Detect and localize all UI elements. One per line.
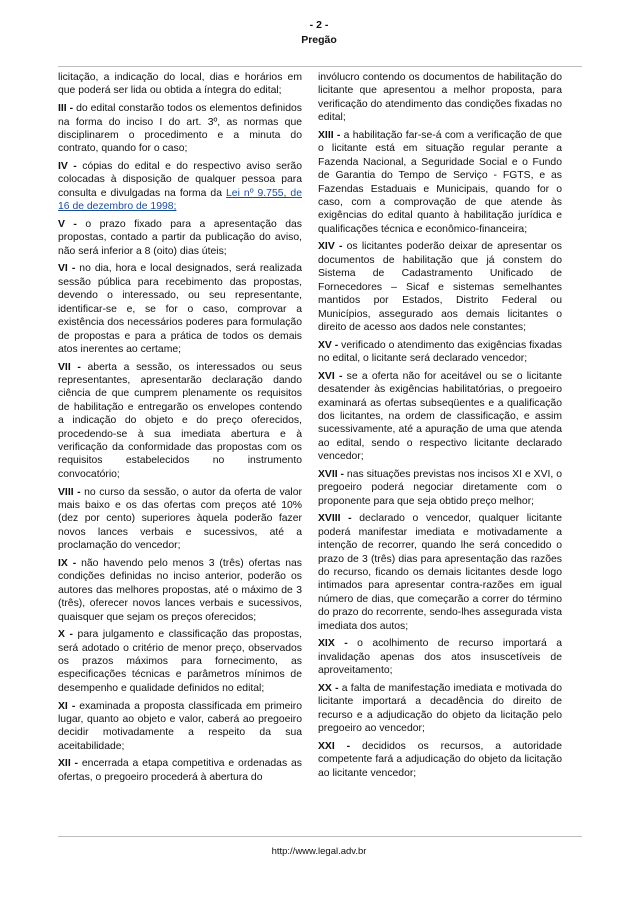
item-number: IX - (58, 557, 77, 569)
page-number: - 2 - (309, 19, 329, 31)
paragraph-x: X - para julgamento e classificação das propostas, será adotado o critério de menor preço, observados os prazos máximos para fornecimento, as especificações técnicas e parâmetros mínimos de desempenho e qualidade definidos no edital; (58, 629, 302, 694)
page-title: Pregão (301, 34, 337, 46)
paragraph-iii: III - do edital constarão todos os elementos definidos na forma do inciso I do art. 3º, as normas que disciplinarem o procedimento e a minuta do contrato, quando for o caso; (58, 103, 302, 155)
paragraph-xiv: XIV - os licitantes poderão deixar de apresentar os documentos de habilitação que já constem do Sistema de Cadastramento Unificado de Fornecedores – Sicaf e sistemas semelhantes mantidos por Estados, Distrito Federal ou Municípios, assegurado aos demais licitantes o direito de acesso aos dados nele constantes; (318, 241, 562, 333)
item-number: X - (58, 629, 73, 641)
paragraph-vi: VI - no dia, hora e local designados, será realizada sessão pública para recebimento das propostas, devendo o interessado, ou seu representante, identificar-se e, se for o caso, comprovar a existência dos necessários poderes para formulação de propostas e para a prática de todos os demais atos inerentes ao certame; (58, 263, 302, 355)
item-number: XI - (58, 700, 76, 712)
paragraph-xvii: XVII - nas situações previstas nos incisos XI e XVI, o pregoeiro poderá negociar diretamente com o proponente para que seja obtido preço melhor; (318, 468, 563, 507)
left-column (58, 71, 302, 789)
paragraph-xix: XIX - o acolhimento de recurso importará a invalidação apenas dos atos insuscetíveis de aproveitamento; (318, 638, 562, 677)
item-number: XXI - (318, 740, 351, 752)
item-number: XVI - (318, 370, 343, 382)
footer-divider (58, 836, 582, 837)
item-number: III - (58, 103, 74, 115)
paragraph-xxi: XXI - decididos os recursos, a autoridade competente fará a adjudicação do objeto da licitação ao licitante vencedor; (318, 740, 562, 779)
paragraph-xv: XV - verificado o atendimento das exigências fixadas no edital, o licitante será declarado vencedor; (318, 339, 562, 365)
right-column (318, 71, 562, 784)
item-number: IV - (58, 161, 77, 173)
paragraph-xvi: XVI - se a oferta não for aceitável ou se o licitante desatender às exigências habilitatórias, o pregoeiro examinará as ofertas subseqüentes e a qualificação dos licitantes, na ordem de classificação, e assim sucessivamente, até a apuração de uma que atenda ao edital, sendo o respectivo licitante declarado vencedor; (318, 370, 562, 463)
paragraph-xi: XI - examinada a proposta classificada em primeiro lugar, quanto ao objeto e valor, caberá ao pregoeiro decidir motivadamente a respeito da sua aceitabilidade; (58, 700, 302, 752)
item-number: XV - (318, 339, 339, 351)
item-number: XVIII - (318, 513, 352, 525)
item-number: XX - (318, 682, 339, 694)
law-link[interactable]: Lei nº 9.755, de 16 de dezembro de 1998; (58, 187, 302, 213)
item-number: VIII - (58, 486, 81, 498)
item-number: V - (58, 218, 77, 230)
paragraph-xiii: XIII - a habilitação far-se-á com a verificação de que o licitante está em situação regular perante a Fazenda Nacional, a Seguridade Social e o Fundo de Garantia do Tempo de Serviço - FGTS, e as Fazendas Estaduais e Municipais, quando for o caso, com a comprovação de que atende às exigências do edital quanto à habilitação jurídica e qualificações técnica e econômico-financeira; (318, 129, 562, 235)
paragraph-v: V - o prazo fixado para a apresentação das propostas, contado a partir da publicação do aviso, não será inferior a 8 (oito) dias úteis; (58, 218, 302, 257)
paragraph-ix: IX - não havendo pelo menos 3 (três) ofertas nas condições definidas no inciso anterior, poderão os autores das melhores propostas, até o máximo de 3 (três), oferecer novos lances verbais e sucessivos, quaisquer que sejam os preços oferecidos; (58, 557, 302, 623)
item-number: VI - (58, 263, 76, 275)
page-footer (0, 846, 638, 858)
paragraph-continuation: licitação, a indicação do local, dias e horários em que poderá ser lida ou obtida a íntegra do edital; (58, 72, 302, 97)
paragraph-continuation: invólucro contendo os documentos de habilitação do licitante que apresentou a melhor proposta, para verificação do atendimento das condições fixadas no edital; (318, 72, 562, 124)
item-number: XVII - (318, 468, 345, 480)
item-number: XIV - (318, 241, 343, 253)
item-number: XII - (58, 758, 79, 770)
paragraph-xx: XX - a falta de manifestação imediata e motivada do licitante importará a decadência do direito de recurso e a adjudicação do objeto da licitação pelo pregoeiro ao vencedor; (318, 682, 562, 735)
paragraph-xii: XII - encerrada a etapa competitiva e ordenadas as ofertas, o pregoeiro procederá à abertura do (58, 758, 302, 783)
item-number: XIX - (318, 638, 348, 650)
page-header (0, 18, 638, 48)
paragraph-vii: VII - aberta a sessão, os interessados ou seus representantes, apresentarão declaração dando ciência de que cumprem plenamente os requisitos de habilitação e entregarão os envelopes contendo a indicação do objeto e do preço oferecidos, procedendo-se à sua imediata abertura e à verificação da conformidade das propostas com os requisitos estabelecidos no instrumento convocatório; (58, 361, 302, 480)
paragraph-iv: IV - cópias do edital e do respectivo aviso serão colocadas à disposição de qualquer pessoa para consulta e divulgadas na forma da Lei nº 9.755, de 16 de dezembro de 1998; (58, 161, 302, 213)
header-divider (58, 66, 582, 67)
item-number: XIII - (318, 129, 341, 141)
item-number: VII - (58, 361, 81, 373)
footer-url: http://www.legal.adv.br (271, 846, 367, 857)
paragraph-viii: VIII - no curso da sessão, o autor da oferta de valor mais baixo e os das ofertas com preços até 10% (dez por cento) superiores àquela poderão fazer novos lances verbais e sucessivos, até a proclamação do vencedor; (58, 486, 302, 552)
paragraph-xviii: XVIII - declarado o vencedor, qualquer licitante poderá manifestar imediata e motivadamente a intenção de recorrer, quando lhe será concedido o prazo de 3 (três) dias para apresentação das razões do recurso, ficando os demais licitantes desde logo intimados para apresentar contra-razões em igual número de dias, que começarão a correr do término do prazo do recorrente, sendo-lhes assegurada vista imediata dos autos; (318, 513, 562, 632)
